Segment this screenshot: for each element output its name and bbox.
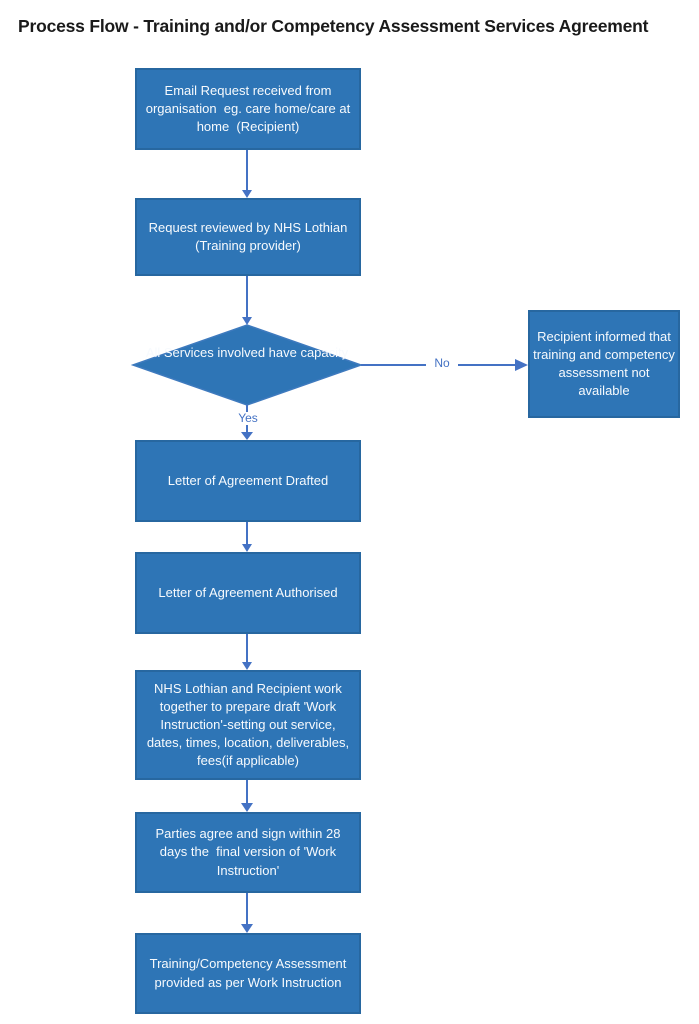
decision-diamond-shape <box>133 325 361 405</box>
no-branch-label: No <box>426 357 458 370</box>
page-title: Process Flow - Training and/or Competency Assessment Services Agreement <box>18 16 649 36</box>
step-agreement-drafted: Letter of Agreement Drafted <box>135 440 361 522</box>
outcome-not-available: Recipient informed that training and competency assessment not available <box>528 310 680 418</box>
step-sign-within-28-days: Parties agree and sign within 28 days the final version of 'Work Instruction' <box>135 812 361 893</box>
arrowhead-yes-branch <box>241 432 253 440</box>
step-work-instruction-draft: NHS Lothian and Recipient work together to prepare draft 'Work Instruction'-setting out service, dates, times, location, deliverables, fees(if applicable) <box>135 670 361 780</box>
arrowhead-step5-step6 <box>241 803 253 812</box>
arrowhead-step3-step4 <box>242 544 252 552</box>
step-email-request: Email Request received from organisation eg. care home/care at home (Recipient) <box>135 68 361 150</box>
decision-capacity-label: All Services involved have capacity <box>145 345 349 360</box>
arrowhead-no-branch <box>515 359 528 371</box>
arrowhead-step6-step7 <box>241 924 253 933</box>
arrowhead-step1-step2 <box>242 190 252 198</box>
arrowhead-step4-step5 <box>242 662 252 670</box>
step-agreement-authorised: Letter of Agreement Authorised <box>135 552 361 634</box>
yes-branch-label: Yes <box>231 412 265 425</box>
step-training-provided: Training/Competency Assessment provided as per Work Instruction <box>135 933 361 1014</box>
arrowhead-step2-decision <box>242 317 252 325</box>
step-request-reviewed: Request reviewed by NHS Lothian (Training provider) <box>135 198 361 276</box>
